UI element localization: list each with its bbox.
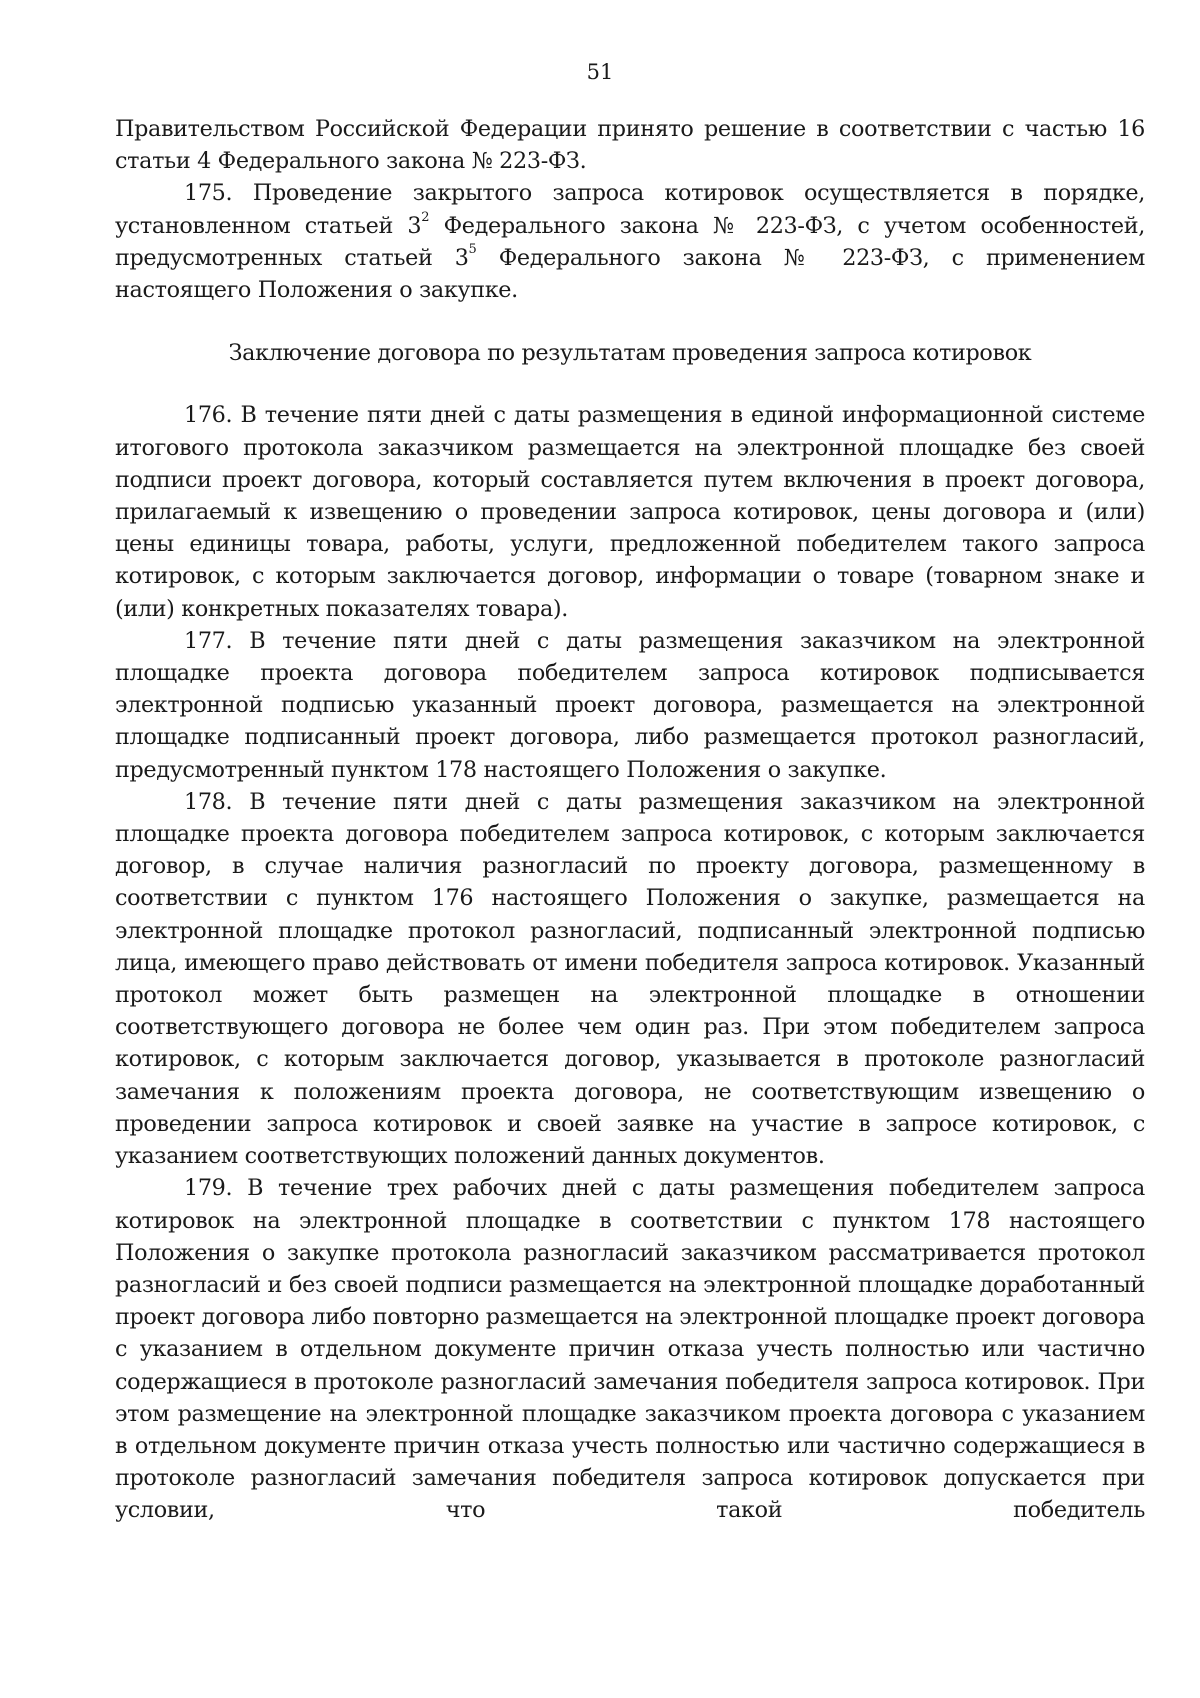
superscript-2: 2 <box>421 210 430 226</box>
paragraph-175-text-1: 175. Проведение закрытого запроса котировок осуществляется в порядке, установленном статьей 3 <box>115 180 1145 239</box>
page-number: 51 <box>586 60 614 84</box>
document-body <box>115 113 1145 1527</box>
paragraph-177: 177. В течение пяти дней с даты размещения заказчиком на электронной площадке проекта договора победителем запроса котировок подписывается электронной подписью указанный проект договора, размещается на электронной площадке подписанный проект договора, либо размещается протокол разногласий, предусмотренный пунктом 178 настоящего Положения о закупке. <box>115 627 1145 783</box>
paragraph-continuation: Правительством Российской Федерации принято решение в соответствии с частью 16 статьи 4 Федерального закона № 223-ФЗ. <box>115 116 1145 175</box>
paragraph-175 <box>115 177 1145 306</box>
paragraph-179: 179. В течение трех рабочих дней с даты размещения победителем запроса котировок на электронной площадке в соответствии с пунктом 178 настоящего Положения о закупке протокола разногласий заказчиком рассматривается протокол разногласий и без своей подписи размещается на электронной площадке доработанный проект договора либо повторно размещается на электронной площадке проект договора с указанием в отдельном документе причин отказа учесть полностью или частично содержащиеся в протоколе разногласий замечания победителя запроса котировок. При этом размещение на электронной площадке заказчиком проекта договора с указанием в отдельном документе причин отказа учесть полностью или частично содержащиеся в протоколе разногласий замечания победителя запроса котировок допускается при условии, что такой победитель <box>115 1175 1145 1524</box>
superscript-5: 5 <box>468 242 477 258</box>
section-heading: Заключение договора по результатам проведения запроса котировок <box>228 340 1032 367</box>
paragraph-175-text-2: Федерального закона № 223-ФЗ, с учетом особенностей, предусмотренных статьей 3 <box>115 212 1145 271</box>
paragraph-178: 178. В течение пяти дней с даты размещения заказчиком на электронной площадке проекта договора победителем запроса котировок, с которым заключается договор, в случае наличия разногласий по проекту договора, размещенному в соответствии с пунктом 176 настоящего Положения о закупке, размещается на электронной площадке протокол разногласий, подписанный электронной подписью лица, имеющего право действовать от имени победителя запроса котировок. Указанный протокол может быть размещен на электронной площадке в отношении соответствующего договора не более чем один раз. При этом победителем запроса котировок, с которым заключается договор, указывается в протоколе разногласий замечания к положениям проекта договора, не соответствующим извещению о проведении запроса котировок и своей заявке на участие в запросе котировок, с указанием соответствующих положений данных документов. <box>115 788 1145 1170</box>
paragraph-176: 176. В течение пяти дней с даты размещения в единой информационной системе итогового протокола заказчиком размещается на электронной площадке без своей подписи проект договора, который составляется путем включения в проект договора, прилагаемый к извещению о проведении запроса котировок, цены договора и (или) цены единицы товара, работы, услуги, предложенной победителем такого запроса котировок, с которым заключается договор, информации о товаре (товарном знаке и (или) конкретных показателях товара). <box>115 402 1145 622</box>
paragraph-175-text-3: Федерального закона № 223-ФЗ, с применением настоящего Положения о закупке. <box>115 244 1145 304</box>
